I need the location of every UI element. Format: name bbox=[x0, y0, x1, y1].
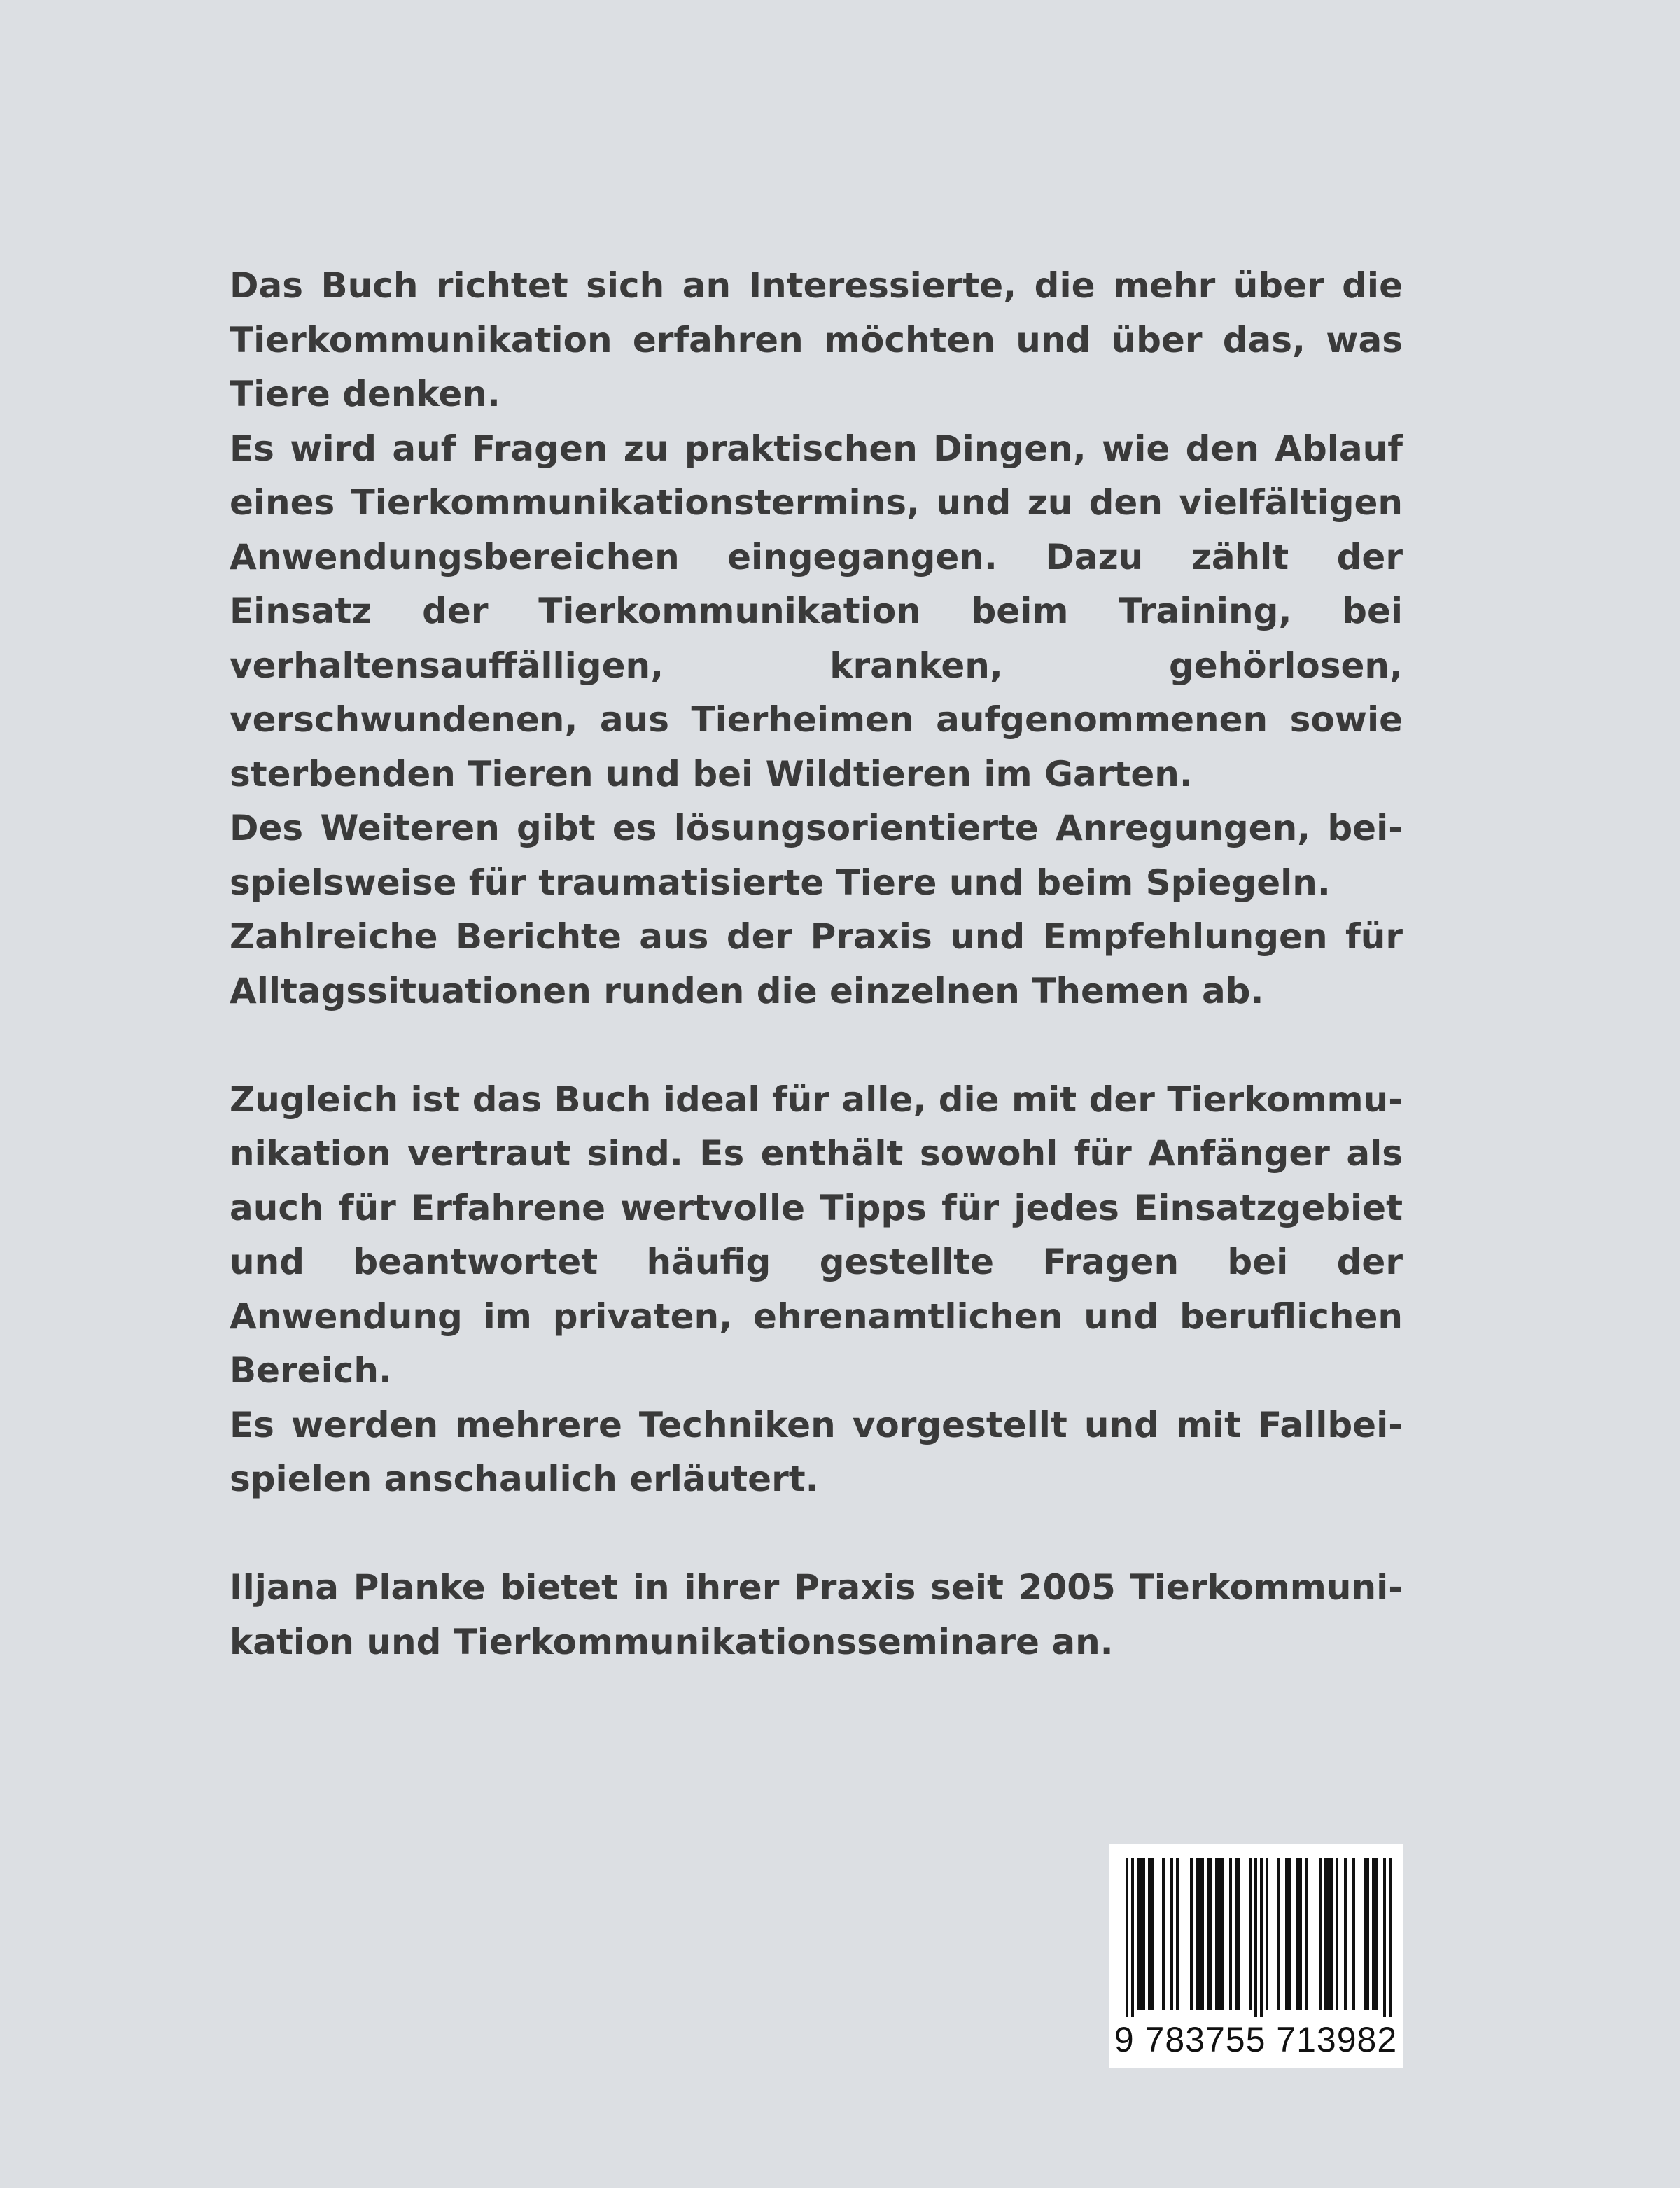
barcode-bar bbox=[1210, 1858, 1212, 2010]
barcode-bar bbox=[1299, 1858, 1302, 2010]
barcode-bar bbox=[1235, 1858, 1238, 2010]
blurb-paragraph-reports: Zahlreiche Berichte aus der Praxis und Empfehlungen für Alltagssituationen runden die einzelnen Themen ab. bbox=[230, 916, 1403, 1011]
barcode-bar bbox=[1162, 1858, 1165, 2010]
barcode-bar bbox=[1215, 1858, 1218, 2010]
barcode-bar bbox=[1330, 1858, 1333, 2010]
barcode-bar bbox=[1238, 1858, 1240, 2010]
barcode-bar bbox=[1151, 1858, 1154, 2010]
barcode-bar bbox=[1201, 1858, 1204, 2010]
barcode-bar bbox=[1229, 1858, 1232, 2010]
barcode-bar bbox=[1142, 1858, 1145, 2010]
blurb-paragraph-intro: Das Buch richtet sich an Interessierte, die mehr über die Tierkommunikation erfahren möchten und über das, was Tiere denken. bbox=[230, 265, 1403, 414]
blurb-paragraph-techniques: Es werden mehrere Techniken vorgestellt und mit Fallbeispielen anschaulich erläutert. bbox=[230, 1404, 1403, 1499]
barcode-bar bbox=[1137, 1858, 1140, 2010]
blurb-paragraph-author: Iljana Planke bietet in ihrer Praxis seit 2005 Tierkommunikation und Tierkommunikationsseminare an. bbox=[230, 1567, 1403, 1662]
barcode-bar bbox=[1198, 1858, 1201, 2010]
barcode-bar bbox=[1344, 1858, 1347, 2010]
barcode-bar bbox=[1288, 1858, 1291, 2010]
barcode-bar bbox=[1366, 1858, 1369, 2010]
barcode-bar bbox=[1190, 1858, 1193, 2010]
barcode-bar bbox=[1352, 1858, 1355, 2010]
barcode-bar bbox=[1319, 1858, 1322, 2010]
barcode-bar bbox=[1375, 1858, 1378, 2010]
barcode-bar bbox=[1324, 1858, 1327, 2010]
blurb-paragraph-suggestions: Des Weiteren gibt es lösungsorientierte Anregungen, beispielsweise für traumatisierte Tiere und beim Spiegeln. bbox=[230, 808, 1403, 903]
barcode-bar bbox=[1296, 1858, 1299, 2010]
barcode-bar bbox=[1389, 1858, 1392, 2017]
barcode-bar bbox=[1148, 1858, 1151, 2010]
blurb-paragraph-topics: Es wird auf Fragen zu praktischen Dingen, wie den Ablauf eines Tierkommunikationstermins, und zu den vielfältigen Anwendungsbereichen eingegangen. Dazu zählt der Einsatz der Tierkommunikation beim Training, bei verhaltensauffälligen, kranken, gehörlosen, verschwundenen, aus Tierheimen aufgenommenen sowie sterbenden Tieren und bei Wildtieren im Garten. bbox=[230, 428, 1403, 794]
barcode-bar bbox=[1327, 1858, 1330, 2010]
barcode-bar bbox=[1260, 1858, 1263, 2017]
barcode-bar bbox=[1383, 1858, 1386, 2017]
back-cover-blurb bbox=[230, 259, 1403, 1669]
barcode-bar bbox=[1266, 1858, 1268, 2010]
barcode-bar bbox=[1140, 1858, 1142, 2010]
barcode-bar bbox=[1372, 1858, 1375, 2010]
barcode-bar bbox=[1364, 1858, 1366, 2010]
barcode-bar bbox=[1170, 1858, 1173, 2010]
barcode-bars bbox=[1109, 1844, 1403, 2019]
barcode-bar bbox=[1126, 1858, 1128, 2017]
barcode-bar bbox=[1249, 1858, 1252, 2010]
barcode-bar bbox=[1285, 1858, 1288, 2010]
barcode-bar bbox=[1218, 1858, 1221, 2010]
barcode-bar bbox=[1277, 1858, 1280, 2010]
barcode-bar bbox=[1221, 1858, 1224, 2010]
blurb-paragraph-audience: Zugleich ist das Buch ideal für alle, die mit der Tierkommunikation vertraut sind. Es enthält sowohl für Anfänger als auch für Erfahrene wertvolle Tipps für jedes Einsatzgebiet und beantwortet häufig gestellte Fragen bei der Anwendung im privaten, ehrenamtlichen und beruflichen Bereich. bbox=[230, 1079, 1403, 1391]
barcode-bar bbox=[1254, 1858, 1257, 2017]
barcode-bar bbox=[1207, 1858, 1210, 2010]
barcode-bar bbox=[1336, 1858, 1338, 2010]
barcode-bar bbox=[1196, 1858, 1198, 2010]
barcode-bar bbox=[1305, 1858, 1308, 2010]
isbn-number: 9 783755 713982 bbox=[1114, 2020, 1398, 2059]
barcode-bar bbox=[1176, 1858, 1179, 2010]
barcode-bar bbox=[1131, 1858, 1134, 2017]
isbn-barcode bbox=[1109, 1844, 1403, 2068]
